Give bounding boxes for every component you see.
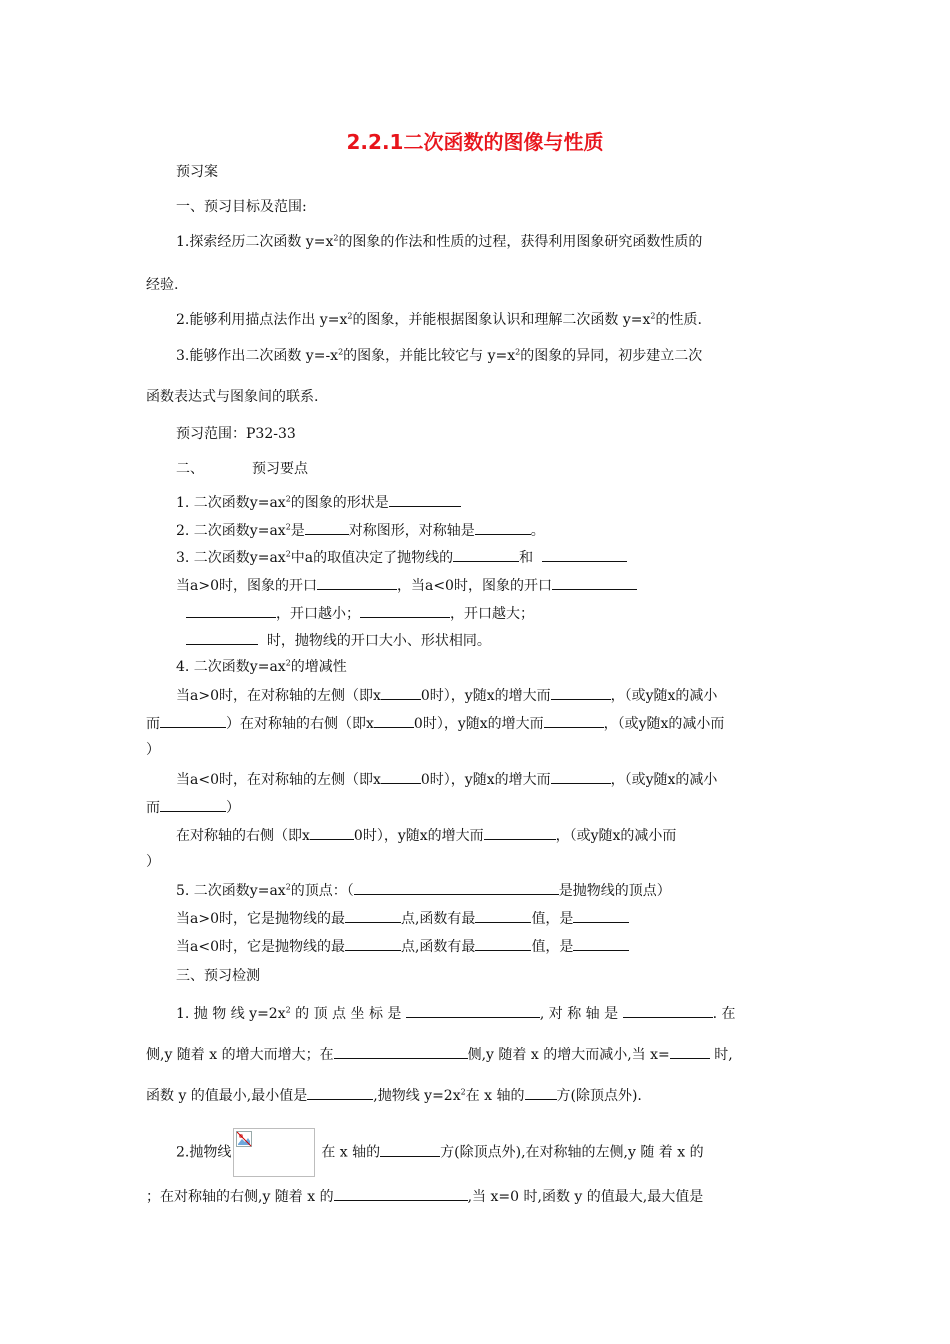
blank[interactable] xyxy=(475,908,531,923)
goal-3-line-2: 函数表达式与图象间的联系. xyxy=(146,389,319,405)
blank[interactable] xyxy=(406,1003,540,1018)
point-3-line-3: ，开口越小； ，开口越大； xyxy=(186,603,534,624)
blank[interactable] xyxy=(475,936,531,951)
blank[interactable] xyxy=(551,769,611,784)
section-2-heading: 二、 预习要点 xyxy=(176,461,308,477)
blank[interactable] xyxy=(551,685,611,700)
blank[interactable] xyxy=(160,797,226,812)
blank[interactable] xyxy=(453,547,519,562)
blank[interactable] xyxy=(310,825,354,840)
point-5-line-3: 当a<0时，它是抛物线的最 点,函数有最 值，是 xyxy=(176,936,629,957)
section-1-heading: 一、预习目标及范围: xyxy=(176,199,307,215)
section-3-heading: 三、预习检测 xyxy=(176,968,260,984)
point-2: 2. 二次函数$y=ax^2$是 对称图形，对称轴是 。 xyxy=(176,520,545,541)
blank[interactable] xyxy=(573,908,629,923)
goal-1-line-1: 1.探索经历二次函数 $y=x^2$的图象的作法和性质的过程，获得利用图象研究函数性质的 xyxy=(176,233,703,250)
point-5-line-1: 5. 二次函数$y=ax^2$的顶点：（ 是抛物线的顶点） xyxy=(176,880,671,901)
point-1: 1. 二次函数$y=ax^2$的图象的形状是 xyxy=(176,492,461,513)
blank[interactable] xyxy=(525,1085,557,1100)
blank[interactable] xyxy=(542,547,627,562)
blank[interactable] xyxy=(186,603,276,618)
check-1-line-3: 函数 y 的值最小,最小值是 ,抛物线 $y=2x^2$在 x 轴的 方(除顶点外). xyxy=(146,1085,642,1106)
blank[interactable] xyxy=(670,1044,710,1059)
point-4-line-7: 在对称轴的右侧（即x 0时），y随x的增大而 ，（或y随x的减小而 xyxy=(176,825,676,846)
blank[interactable] xyxy=(186,630,258,645)
page-title: 2.2.1二次函数的图像与性质 xyxy=(346,130,604,154)
check-1-line-1: 1. 抛 物 线 $y=2x^2$ 的 顶 点 坐 标 是 , 对 称 轴 是 . 在 xyxy=(176,1003,735,1024)
blank[interactable] xyxy=(334,1186,468,1201)
preview-range: 预习范围：P32-33 xyxy=(176,426,296,442)
point-4-heading: 4. 二次函数$y=ax^2$的增减性 xyxy=(176,658,347,675)
blank[interactable] xyxy=(475,520,531,535)
point-4-line-6: 而 ） xyxy=(146,797,240,818)
blank[interactable] xyxy=(345,936,401,951)
blank[interactable] xyxy=(544,713,604,728)
blank[interactable] xyxy=(484,825,556,840)
blank[interactable] xyxy=(381,685,421,700)
blank[interactable] xyxy=(623,1003,713,1018)
point-4-line-4: ） xyxy=(146,742,160,758)
point-5-line-2: 当a>0时，它是抛物线的最 点,函数有最 值，是 xyxy=(176,908,629,929)
goal-2: 2.能够利用描点法作出 $y=x^2$的图象，并能根据图象认识和理解二次函数 $y=x^2$的性质. xyxy=(176,311,702,328)
broken-image-icon xyxy=(233,1128,315,1177)
point-3-line-2: 当a>0时，图象的开口 ，当a<0时，图象的开口 xyxy=(176,575,637,596)
check-2-line-2: ；在对称轴的右侧,y 随着 x 的 ,当 x=0 时,函数 y 的值最大,最大值是 xyxy=(146,1186,703,1207)
blank[interactable] xyxy=(381,769,421,784)
blank[interactable] xyxy=(305,520,349,535)
point-4-line-2: 当a>0时，在对称轴的左侧（即x 0时），y随x的增大而 ，（或y随x的减小 xyxy=(176,685,717,706)
blank[interactable] xyxy=(573,936,629,951)
goal-1-line-2: 经验. xyxy=(146,277,179,293)
point-4-line-5: 当a<0时，在对称轴的左侧（即x 0时），y随x的增大而 ，（或y随x的减小 xyxy=(176,769,717,790)
check-1-line-2: 侧,y 随着 x 的增大而增大；在 侧,y 随着 x 的增大而减小,当 x= 时, xyxy=(146,1044,733,1065)
blank[interactable] xyxy=(307,1085,373,1100)
blank[interactable] xyxy=(380,1142,440,1157)
blank[interactable] xyxy=(552,575,637,590)
blank[interactable] xyxy=(360,603,450,618)
blank[interactable] xyxy=(345,908,401,923)
point-4-line-8: ） xyxy=(146,854,160,870)
point-3-line-1: 3. 二次函数$y=ax^2$中a的取值决定了抛物线的 和 xyxy=(176,547,627,568)
blank[interactable] xyxy=(354,880,559,895)
blank[interactable] xyxy=(317,575,397,590)
check-2-line-1: 2.抛物线 在 x 轴的 方(除顶点外),在对称轴的左侧,y 随 着 x 的 xyxy=(176,1128,704,1177)
preview-case-label: 预习案 xyxy=(176,164,218,180)
point-3-line-4: 时，抛物线的开口大小、形状相同。 xyxy=(186,630,491,651)
blank[interactable] xyxy=(389,492,461,507)
blank[interactable] xyxy=(334,1044,468,1059)
point-4-line-3: 而 ）在对称轴的右侧（即x 0时），y随x的增大而 ，（或y随x的减小而 xyxy=(146,713,724,734)
blank[interactable] xyxy=(374,713,414,728)
blank[interactable] xyxy=(160,713,226,728)
goal-3-line-1: 3.能够作出二次函数 $y=-x^2$的图象，并能比较它与 $y=x^2$的图象的异同，初步建立二次 xyxy=(176,347,703,364)
